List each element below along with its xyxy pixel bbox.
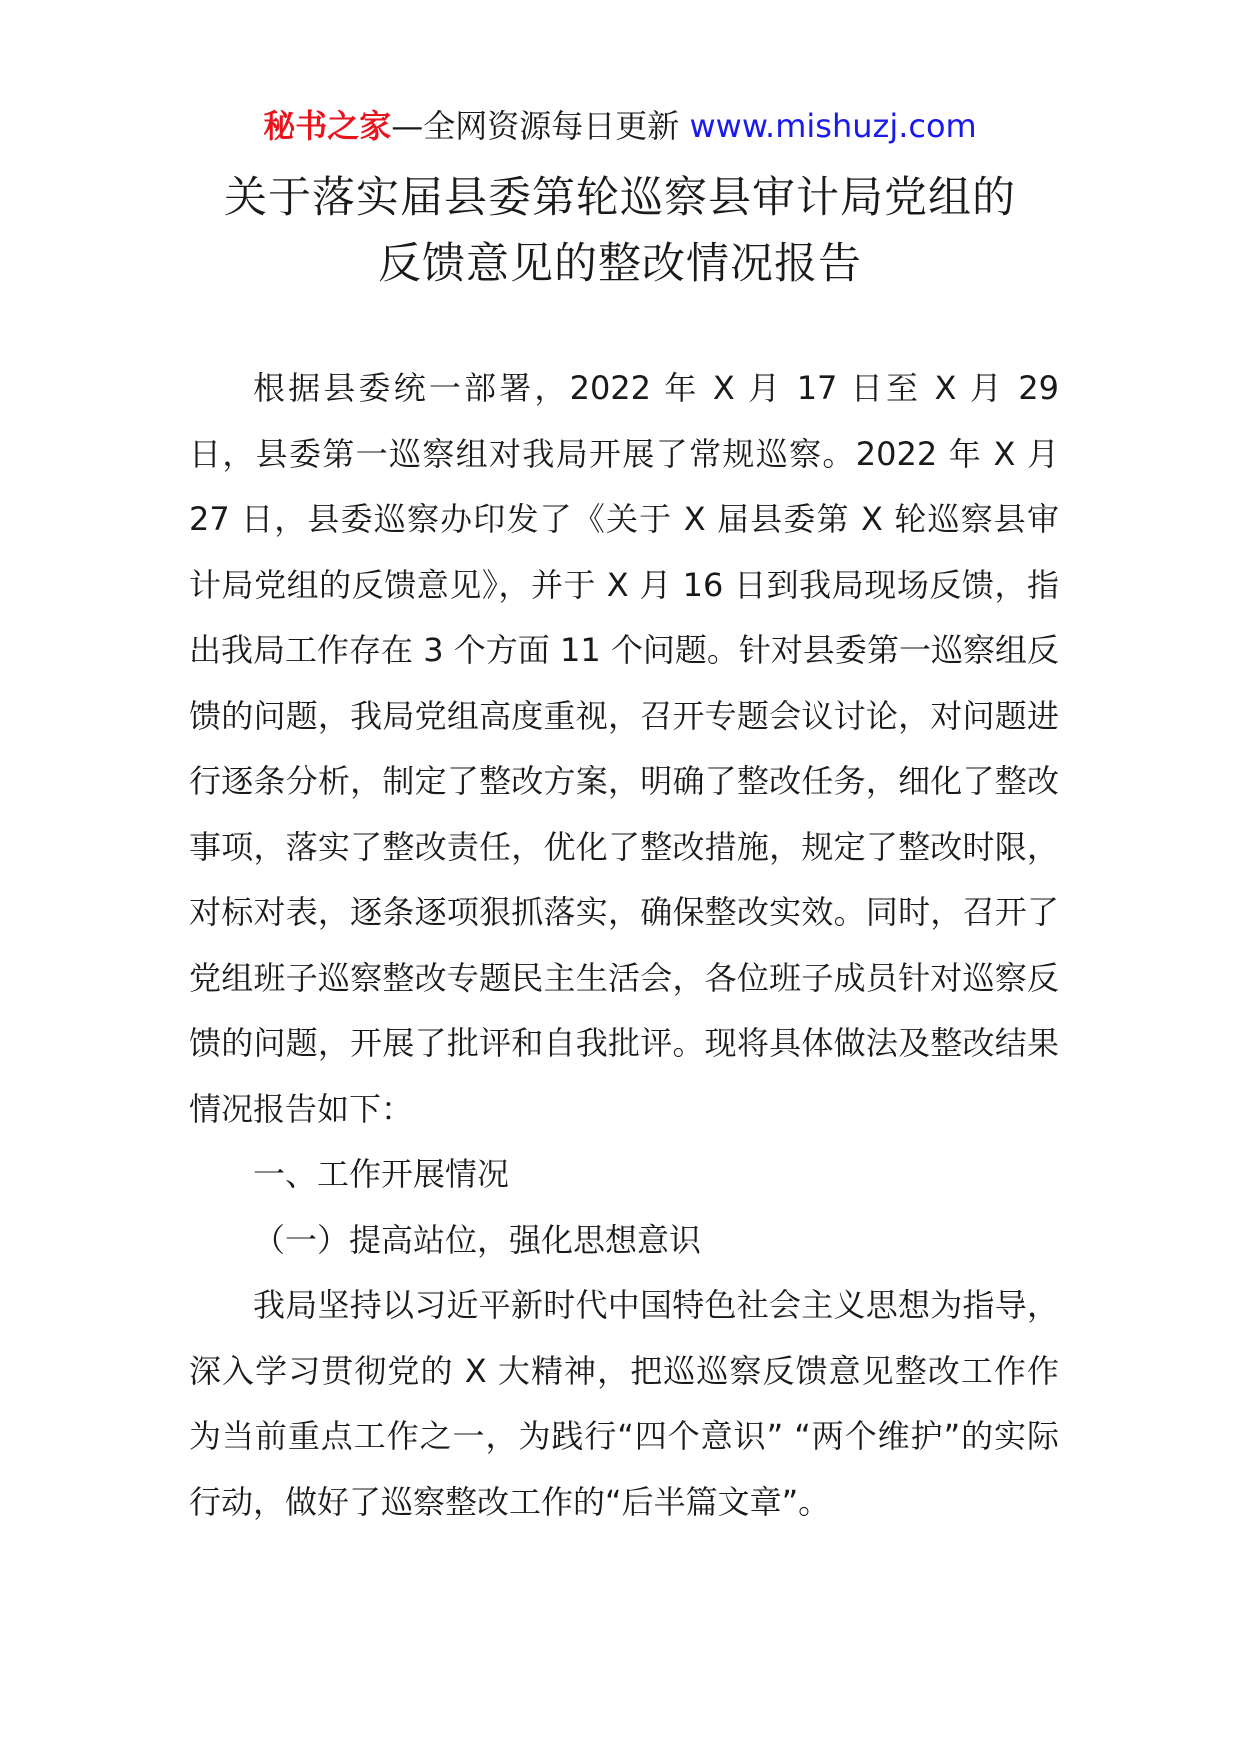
document-title [0, 165, 1240, 297]
intro-paragraph: 根据县委统一部署，2022 年 X 月 17 日至 X 月 29 日，县委第一巡察组对我局开展了常规巡察。2022 年 X 月 27 日，县委巡察办印发了《关于 X 届县委第 X 轮巡察县审计局党组的反馈意见》，并于 X 月 16 日到我局现场反馈，指出我局工作存在 3 个方面 11 个问题。针对县委第一巡察组反馈的问题，我局党组高度重视，召开专题会议讨论，对问题进行逐条分析，制定了整改方案，明确了整改任务，细化了整改事项，落实了整改责任，优化了整改措施，规定了整改时限，对标对表，逐条逐项狠抓落实，确保整改实效。同时，召开了党组班子巡察整改专题民主生活会，各位班子成员针对巡察反馈的问题，开展了批评和自我批评。现将具体做法及整改结果情况报告如下： [189, 369, 1059, 1128]
section-heading: 一、工作开展情况 [253, 1155, 510, 1193]
site-header [0, 104, 1240, 148]
site-url-link[interactable]: www.mishuzj.com [689, 107, 977, 145]
document-title-line-2: 反馈意见的整改情况报告 [378, 239, 862, 289]
brand-name: 秘书之家 [263, 107, 392, 145]
header-tagline: —全网资源每日更新 [391, 107, 690, 145]
document-title-line-1: 关于落实届县委第轮巡察县审计局党组的 [224, 173, 1016, 223]
document-body [189, 356, 1059, 1535]
subsection-paragraph: 我局坚持以习近平新时代中国特色社会主义思想为指导，深入学习贯彻党的 X 大精神，把巡巡察反馈意见整改工作作为当前重点工作之一，为践行“四个意识” “两个维护”的实际行动，做好了巡察整改工作的“后半篇文章”。 [189, 1286, 1059, 1521]
subsection-heading: （一）提高站位，强化思想意识 [253, 1220, 702, 1259]
